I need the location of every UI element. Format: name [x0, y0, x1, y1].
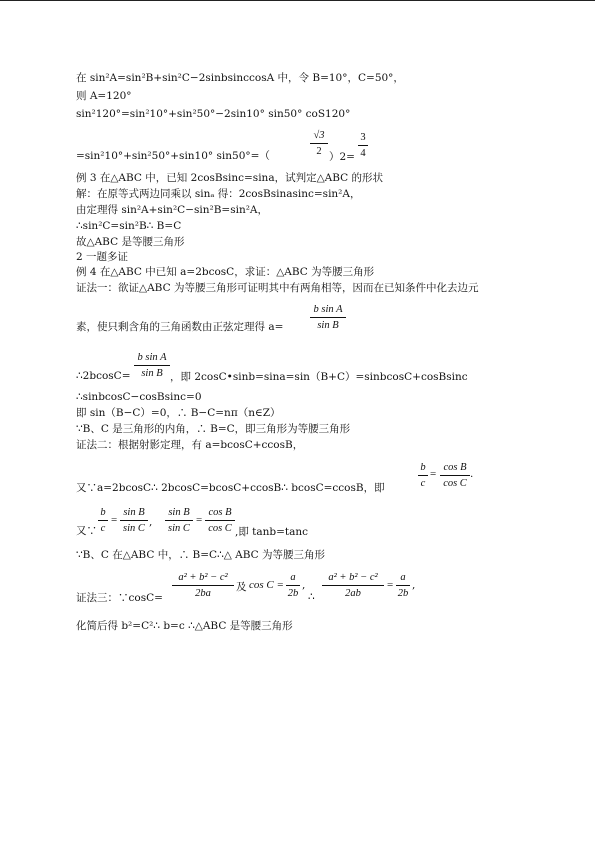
fraction-3-over-4 — [358, 131, 368, 160]
denominator: 2 — [316, 146, 322, 157]
fraction-a-over-2b — [396, 571, 410, 600]
denominator: c — [100, 523, 106, 534]
numerator: b sin A — [137, 352, 167, 363]
equals-sign: = — [111, 514, 118, 526]
numerator: b — [420, 462, 426, 473]
text-line: 解：在原等式两边同乘以 sinₐ 得：2cosBsinasinc=sin²A， — [76, 188, 361, 200]
text-punctuation: , — [149, 516, 153, 528]
denominator: cos C — [208, 523, 232, 534]
numerator: b sin A — [313, 304, 343, 315]
text-line: ，即 2cosC•sinb=sina=sin（B+C）=sinbcosC+cosBsinc — [170, 371, 468, 383]
numerator: a — [400, 572, 406, 583]
text-line: ∴sin²C=sin²B∴ B=C — [76, 220, 182, 232]
fraction-bar — [286, 585, 300, 586]
text-line: 素，使只剩含角的三角函数由正弦定理得 a= — [76, 321, 284, 333]
text-line: 由定理得 sin²A+sin²C−sin²B=sin²A， — [76, 204, 269, 216]
denominator: 4 — [360, 148, 366, 159]
denominator: sin C — [123, 523, 145, 534]
fraction-bar — [310, 143, 328, 144]
section-heading: 2 一题多证 — [76, 251, 129, 263]
fraction-bar — [310, 317, 346, 318]
math-cosC: cos C = — [249, 579, 284, 591]
denominator: c — [420, 478, 426, 489]
fraction-bar — [134, 365, 170, 366]
numerator: 3 — [360, 132, 366, 143]
text-line: 证法三：∵cosC= — [76, 592, 163, 604]
fraction-bar — [98, 520, 108, 521]
denominator: 2b — [397, 588, 409, 599]
fraction-bsinA-over-sinB — [134, 351, 170, 380]
fraction-cosine-law-2ab — [322, 571, 384, 600]
page-top-border — [0, 0, 595, 1]
numerator: b — [100, 507, 106, 518]
numerator: √3 — [313, 130, 325, 141]
fraction-bar — [205, 520, 235, 521]
fraction-bar — [120, 520, 148, 521]
numerator: a² + b² − c² — [178, 572, 228, 583]
numerator: cos B — [208, 507, 232, 518]
equals-sign: = — [387, 579, 394, 591]
fraction-sinB-over-sinC — [120, 506, 148, 535]
denominator: sin B — [317, 320, 339, 331]
text-line: ,即 tanb=tanc — [235, 526, 309, 538]
text-line: ∴sinbcosC−cosBsinc=0 — [76, 391, 202, 403]
text-line: =sin²10°+sin²50°+sin10° sin50°=（ — [76, 150, 270, 162]
fraction-b-over-c — [98, 506, 108, 535]
text-line: 故△ABC 是等腰三角形 — [76, 236, 185, 248]
text-line: 及 — [236, 581, 247, 593]
text-line: 证法一：欲证△ABC 为等腰三角形可证明其中有两角相等，因而在已知条件中化去边元 — [76, 282, 479, 294]
text-line: ∵B、C 是三角形的内角，∴ B=C，即三角形为等腰三角形 — [76, 423, 351, 435]
numerator: a — [290, 572, 296, 583]
denominator: sin B — [141, 368, 163, 379]
fraction-bar — [358, 145, 368, 146]
text-line: 又∵a=2bcosC∴ 2bcosC=bcosC+ccosB∴ bcosC=ccosB，即 — [76, 482, 385, 494]
denominator: cos C — [443, 478, 467, 489]
text-line: ∵B、C 在△ABC 中，∴ B=C∴△ ABC 为等腰三角形 — [76, 549, 326, 561]
text-punctuation: , — [302, 579, 306, 591]
text-line: 即 sin（B−C）=0，∴ B−C=nπ（n∈Z） — [76, 407, 281, 419]
text-line: 例 3 在△ABC 中，已知 2cosBsinc=sina，试判定△ABC 的形状 — [76, 172, 384, 184]
text-line: 又∵ — [76, 525, 97, 537]
text-line: sin²120°=sin²10°+sin²50°−2sin10° sin50° coS120° — [76, 108, 351, 120]
denominator: 2ab — [345, 588, 361, 599]
denominator: 2ba — [195, 588, 211, 599]
text-line: 例 4 在△ABC 中已知 a=2bcosC，求证：△ABC 为等腰三角形 — [76, 266, 375, 278]
fraction-bar — [322, 585, 384, 586]
text-line: ）2= — [329, 151, 355, 163]
fraction-bsinA-over-sinB — [310, 303, 346, 332]
fraction-bar — [396, 585, 410, 586]
text-line: 则 A=120° — [76, 90, 132, 102]
fraction-cosB-over-cosC — [440, 461, 470, 490]
fraction-cosB-over-cosC — [205, 506, 235, 535]
text-punctuation: , — [412, 579, 416, 591]
fraction-sinB-over-sinC — [165, 506, 193, 535]
fraction-bar — [418, 475, 428, 476]
numerator: cos B — [443, 462, 467, 473]
text-line: ∴2bcosC= — [76, 370, 131, 382]
fraction-bar — [440, 475, 470, 476]
text-line: 证法二：根据射影定理，有 a=bcosC+ccosB， — [76, 439, 304, 451]
fraction-bar — [165, 520, 193, 521]
text-line: 化简后得 b²=C²∴ b=c ∴△ABC 是等腰三角形 — [76, 620, 293, 632]
fraction-cosine-law-2ba — [172, 571, 234, 600]
equals-sign: = — [196, 514, 203, 526]
fraction-bar — [172, 585, 234, 586]
text-punctuation: . — [470, 468, 474, 480]
fraction-b-over-c — [418, 461, 428, 490]
fraction-a-over-2b — [286, 571, 300, 600]
numerator: sin B — [123, 507, 145, 518]
equals-sign: = — [430, 468, 437, 480]
numerator: a² + b² − c² — [328, 572, 378, 583]
denominator: sin C — [168, 523, 190, 534]
numerator: sin B — [168, 507, 190, 518]
text-line: 在 sin²A=sin²B+sin²C−2sinbsinccosA 中，令 B=10°，C=50°， — [76, 72, 404, 84]
denominator: 2b — [287, 588, 299, 599]
fraction-sqrt3-over-2 — [310, 129, 328, 158]
therefore-symbol: ∴ — [308, 591, 315, 603]
